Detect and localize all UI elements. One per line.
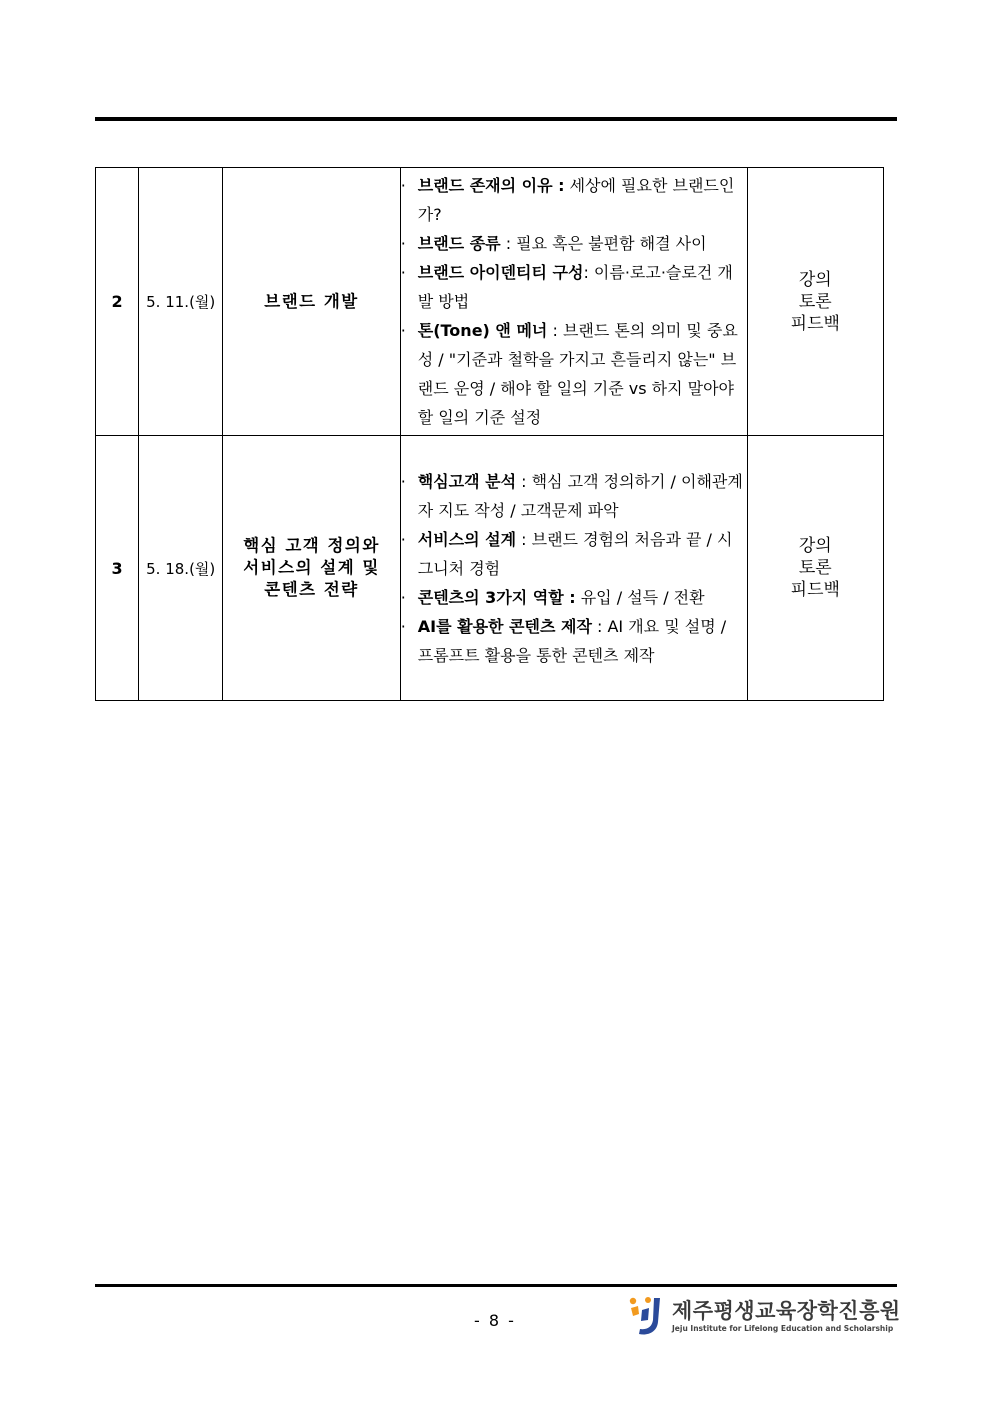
session-method [747,436,883,701]
table-row [96,168,884,436]
page-number: - 8 - [474,1311,516,1330]
session-title [223,168,400,436]
method-line: 토론 [798,558,832,578]
session-number: 3 [96,436,139,701]
content-bullet: · 톤(Tone) 앤 메너 : 브랜드 톤의 의미 및 중요성 / "기준과 철학을 가지고 흔들리지 않는" 브랜드 운영 / 해야 할 일의 기준 vs 하지 말아야 할 일의 기준 설정 [400,321,738,427]
method-line: 강의 [798,536,832,556]
session-date: 5. 18.(월) [139,436,223,701]
session-method [747,168,883,436]
title-line: 핵심 고객 정의와 [243,536,380,555]
footer-rule [95,1284,897,1287]
organization-name-en: Jeju Institute for Lifelong Education and Scholarship [672,1324,894,1333]
session-title [223,436,400,701]
method-line: 토론 [798,291,832,312]
organization-logo [626,1294,901,1338]
method-line: 피드백 [790,313,840,334]
content-bullet: · 서비스의 설계 : 브랜드 경험의 처음과 끝 / 시그니처 경험 [400,529,733,578]
method-line: 강의 [798,269,832,290]
session-content [400,436,747,701]
title-line: 서비스의 설계 및 [243,558,380,577]
organization-name: 제주평생교육장학진흥원 [672,1299,901,1323]
content-bullet: · AI를 활용한 콘텐츠 제작 : AI 개요 및 설명 / 프롬프트 활용을 통한 콘텐츠 제작 [400,616,727,665]
header-rule [95,117,897,121]
content-bullet: · 핵심고객 분석 : 핵심 고객 정의하기 / 이해관계자 지도 작성 / 고객문제 파악 [400,471,743,520]
content-bullet: · 콘텐츠의 3가지 역할 : 유입 / 설득 / 전환 [400,587,705,607]
session-content [400,168,747,436]
session-number: 2 [96,168,139,436]
table-row [96,436,884,701]
content-bullet: · 브랜드 아이덴티티 구성: 이름·로고·슬로건 개발 방법 [400,263,733,311]
schedule-table [95,167,884,701]
session-date: 5. 11.(월) [139,168,223,436]
title-line: 브랜드 개발 [264,291,359,311]
organization-logo-icon [626,1294,666,1338]
content-bullet: · 브랜드 존재의 이유 : 세상에 필요한 브랜드인가? [400,176,735,224]
method-line: 피드백 [790,580,840,600]
content-bullet: · 브랜드 종류 : 필요 혹은 불편함 해결 사이 [400,234,707,253]
title-line: 콘텐츠 전략 [264,580,359,599]
